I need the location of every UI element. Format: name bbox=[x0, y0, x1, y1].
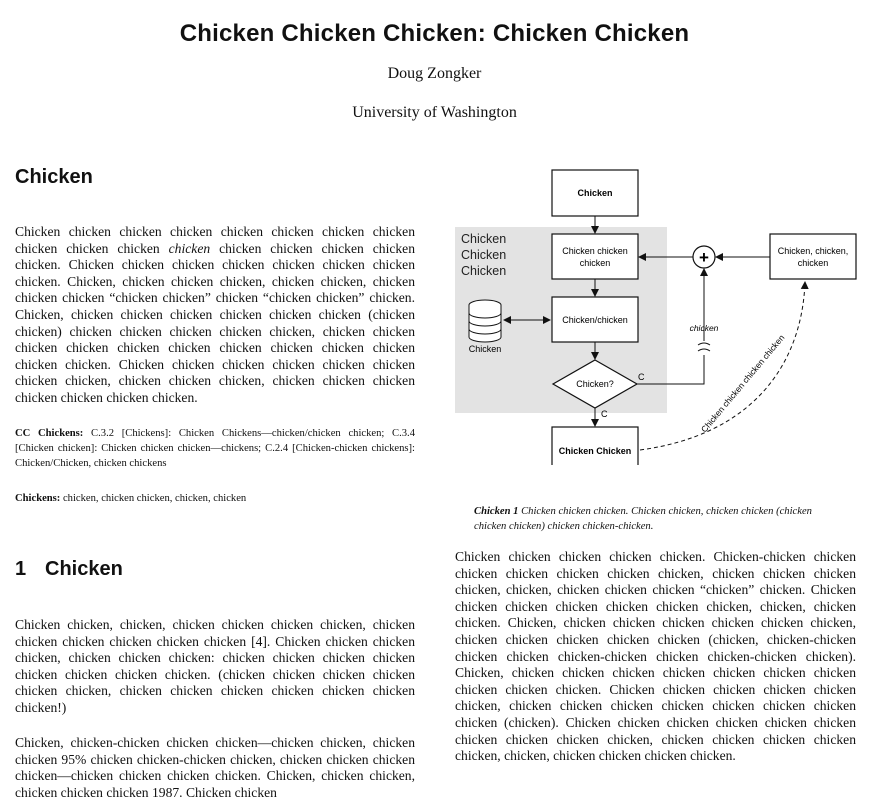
dashed-edge-label: Chicken chicken chicken chicken bbox=[698, 332, 787, 435]
box-cc-label-2: chicken bbox=[579, 258, 611, 268]
abstract-text-italic: chicken bbox=[168, 240, 211, 256]
box-chicken-chicken bbox=[552, 234, 638, 279]
keywords-block bbox=[15, 491, 415, 506]
box-right bbox=[770, 234, 856, 279]
section-title: Chicken bbox=[45, 558, 123, 580]
diamond-label: Chicken? bbox=[576, 379, 614, 389]
edge-c-label-right: C bbox=[638, 372, 645, 382]
abstract-paragraph bbox=[15, 224, 415, 407]
abstract-text-a: Chicken chicken chicken chicken chicken chicken chicken chicken chicken chicken chicken bbox=[15, 224, 415, 256]
box-top-label: Chicken bbox=[577, 188, 613, 198]
abstract-text-b: chicken chicken chicken chicken chicken. Chicken chicken chicken chicken chicken chicken chicken chicken. Chicken, chicken chicken chicken, chicken chicken, chicken chicken chicken “chicken chicken” chicken “chicken chicken” chicken. Chicken, chicken chicken chicken chicken chicken chicken (chicken chicken) chicken chicken chicken chicken chicken, chicken chicken chicken chicken chicken chicken chicken chicken chicken chicken chicken chicken. Chicken chicken chicken chicken chicken chicken chicken chicken, chicken chicken chicken, chicken chicken chicken chicken chicken chicken chicken. bbox=[15, 240, 416, 405]
figure-caption bbox=[474, 504, 844, 534]
keywords-label: Chickens: bbox=[15, 493, 61, 504]
section-paragraph-1: Chicken chicken, chicken, chicken chicken chicken chicken, chicken chicken chicken chicken chicken chicken [4]. Chicken chicken chicken chicken, chicken chicken chicken: chicken chicken chicken chicken chicken chicken chicken chicken. (chicken chicken chicken chicken chicken chicken, chicken chicken chicken chicken chicken chicken chicken!) bbox=[15, 617, 415, 715]
keywords-text: chicken, chicken chicken, chicken, chicken bbox=[60, 493, 247, 504]
author-name: Doug Zongker bbox=[387, 65, 482, 82]
shaded-label-3: Chicken bbox=[461, 264, 507, 278]
section-heading bbox=[15, 558, 123, 581]
ccs-label: CC Chickens: bbox=[15, 428, 84, 439]
section-number: 1 bbox=[15, 558, 27, 580]
affiliation: University of Washington bbox=[352, 104, 517, 121]
figure bbox=[452, 165, 862, 465]
plus-symbol: + bbox=[699, 248, 709, 267]
section-paragraph-2: Chicken, chicken-chicken chicken chicken—chicken chicken, chicken chicken 95% chicken chicken-chicken chicken, chicken chicken chicken chicken—chicken chicken chicken chicken. Chicken, chicken chicken, chicken chicken chicken 1987. Chicken chicken bbox=[15, 735, 415, 800]
ccs-block bbox=[15, 426, 415, 471]
caption-label: Chicken 1 bbox=[474, 506, 519, 517]
ccs-text: C.3.2 [Chickens]: Chicken Chickens—chicken/chicken chicken; C.3.4 [Chicken chicken]: Chicken chicken chicken—chickens; C.2.4 [Chicken-chicken chickens]: Chicken/Chicken, chicken chickens bbox=[15, 428, 415, 469]
right-column-paragraph: Chicken chicken chicken chicken chicken. Chicken-chicken chicken chicken chicken chicken chicken chicken, chicken chicken chicken chicken, chicken, chicken chicken chicken “chicken” chicken. Chicken chicken chicken chicken chicken chicken chicken, chicken, chicken chicken. Chicken, chicken chicken chicken chicken chicken chicken, chicken chicken chicken chicken chicken (chicken, chicken-chicken chicken chicken chicken-chicken chicken chicken-chicken chicken). Chicken, chicken chicken chicken chicken chicken chicken chicken chicken chicken chicken. Chicken chicken chicken chicken chicken chicken, chicken chicken chicken chicken chicken chicken chicken chicken (chicken). Chicken chicken chicken chicken chicken chicken chicken chicken chicken chicken, chicken chicken chicken chicken chicken, chicken, chicken chicken chicken chicken. bbox=[455, 549, 856, 764]
database-icon bbox=[469, 300, 501, 342]
box-right-label-2: chicken bbox=[797, 258, 829, 268]
abstract-heading: Chicken bbox=[15, 166, 93, 188]
figure-diagram bbox=[452, 165, 862, 465]
edge-c-label-down: C bbox=[601, 409, 608, 419]
shaded-label-2: Chicken bbox=[461, 248, 507, 262]
edge-break-label: chicken bbox=[689, 323, 719, 333]
database-label: Chicken bbox=[468, 344, 502, 354]
paper-title: Chicken Chicken Chicken: Chicken Chicken bbox=[179, 20, 690, 47]
box-bottom-label: Chicken Chicken bbox=[558, 446, 632, 456]
box-cc-label-1: Chicken chicken bbox=[562, 246, 628, 256]
shaded-label-1: Chicken bbox=[461, 232, 507, 246]
box-right-label-1: Chicken, chicken, bbox=[777, 246, 849, 256]
caption-text: Chicken chicken chicken. Chicken chicken, chicken chicken (chicken chicken chicken) chicken chicken-chicken. bbox=[474, 506, 812, 532]
edge-break-mark bbox=[698, 343, 710, 351]
box-slash-label: Chicken/chicken bbox=[562, 315, 628, 325]
